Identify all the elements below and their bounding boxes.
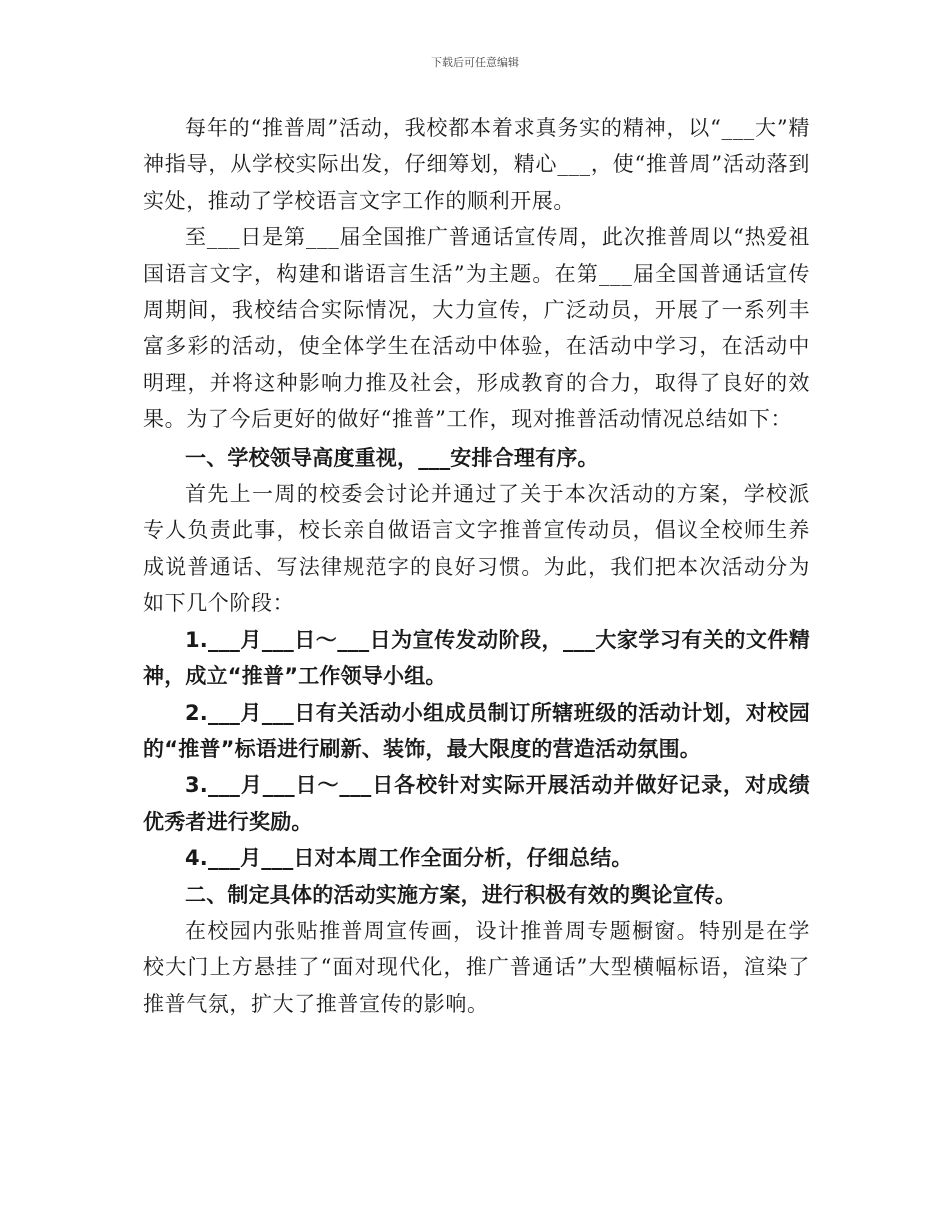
stage-item-4: 4.___月___日对本周工作全面分析，仔细总结。 (185, 846, 633, 871)
header-note: 下载后可任意编辑 (431, 56, 519, 69)
stage-item-2: 2.___月___日有关活动小组成员制订所辖班级的活动计划，对校园的“推普”标语进行刷新、装饰，最大限度的营造活动氛围。 (143, 700, 810, 761)
paragraph-intro: 每年的“推普周”活动，我校都本着求真务实的精神，以“___大”精神指导，从学校实际出发，仔细筹划，精心___，使“推普周”活动落到实处，推动了学校语言文字工作的顺利开展。 (143, 116, 810, 213)
stage-item-1: 1.___月___日～___日为宣传发动阶段，___大家学习有关的文件精神，成立“推普”工作领导小组。 (143, 627, 810, 689)
paragraph-publicity: 在校园内张贴推普周宣传画，设计推普周专题橱窗。特别是在学校大门上方悬挂了“面对现代化，推广普通话”大型横幅标语，渲染了推普气氛，扩大了推普宣传的影响。 (143, 918, 810, 1016)
section-heading-2: 二、制定具体的活动实施方案，进行积极有效的舆论宣传。 (185, 882, 737, 907)
paragraph-background: 至___日是第___届全国推广普通话宣传周，此次推普周以“热爱祖国语言文字，构建和谐语言生活”为主题。在第___届全国普通话宣传周期间，我校结合实际情况，大力宣传，广泛动员，开展了一系列丰富多彩的活动，使全体学生在活动中体验，在活动中学习，在活动中明理，并将这种影响力推及社会，形成教育的合力，取得了良好的效果。为了今后更好的做好“推普”工作，现对推普活动情况总结如下： (143, 225, 810, 432)
document-body (143, 110, 810, 1022)
stage-item-3: 3.___月___日～___日各校针对实际开展活动并做好记录，对成绩优秀者进行奖励。 (143, 773, 810, 834)
section-heading-1: 一、学校领导高度重视，___安排合理有序。 (185, 445, 599, 470)
paragraph-plan: 首先上一周的校委会讨论并通过了关于本次活动的方案，学校派专人负责此事，校长亲自做语言文字推普宣传动员，倡议全校师生养成说普通话、写法律规范字的良好习惯。为此，我们把本次活动分为如下几个阶段： (143, 482, 810, 616)
